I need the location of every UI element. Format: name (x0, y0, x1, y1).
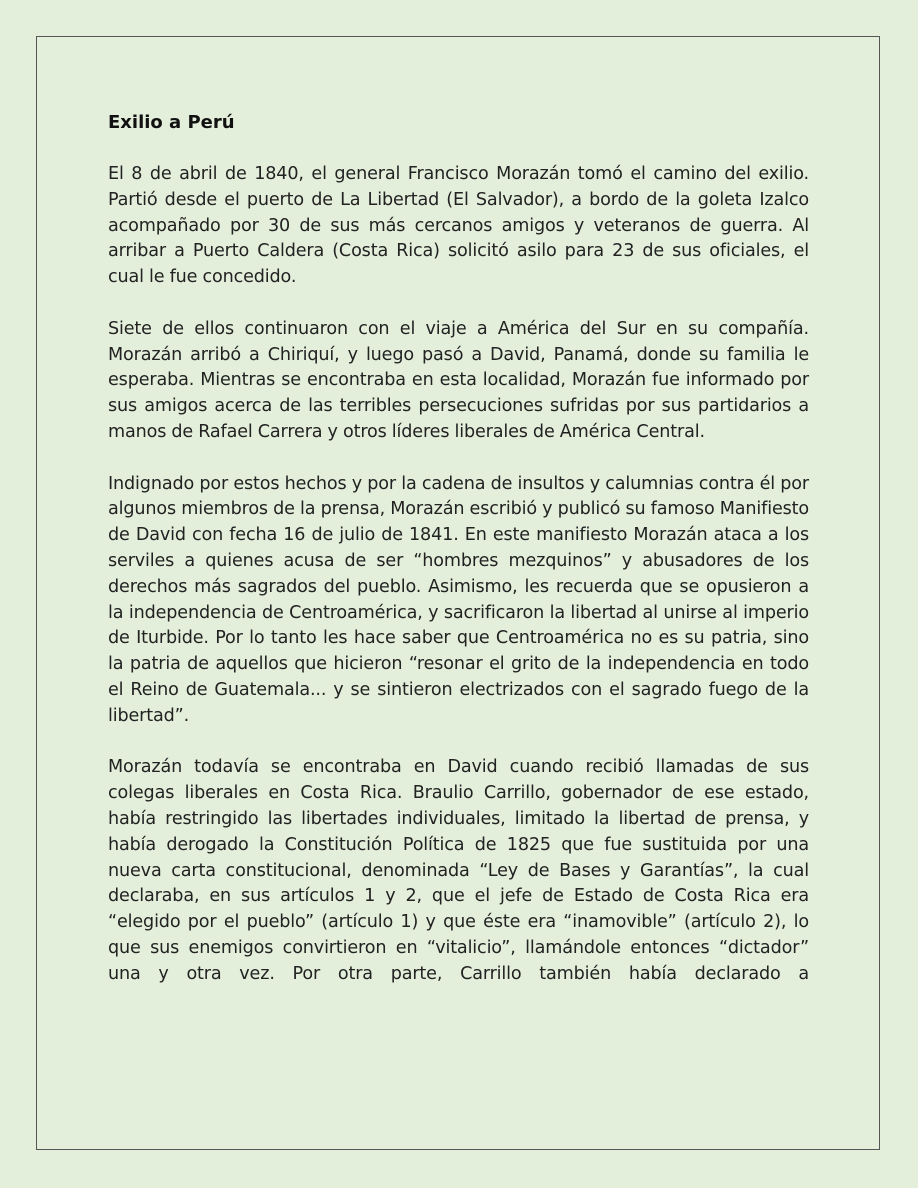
paragraph-3: Indignado por estos hechos y por la cadena de insultos y calumnias contra él por algunos miembros de la prensa, Morazán escribió y publicó su famoso Manifiesto de David con fecha 16 de julio de 1841. En este manifiesto Morazán ataca a los serviles a quienes acusa de ser “hombres mezquinos” y abusadores de los derechos más sagrados del pueblo. Asimismo, les recuerda que se opusieron a la independencia de Centroamérica, y sacrificaron la libertad al unirse al imperio de Iturbide. Por lo tanto les hace saber que Centroamérica no es su patria, sino la patria de aquellos que hicieron “resonar el grito de la independencia en todo el Reino de Guatemala... y se sintieron electrizados con el sagrado fuego de la libertad”. (108, 473, 809, 726)
document-body (108, 110, 809, 988)
section-heading: Exilio a Perú (108, 112, 235, 133)
paragraph-4: Morazán todavía se encontraba en David cuando recibió llamadas de sus colegas liberales en Costa Rica. Braulio Carrillo, gobernador de ese estado, había restringido las libertades individuales, limitado la libertad de prensa, y había derogado la Constitución Política de 1825 que fue sustituida por una nueva carta constitucional, denominada “Ley de Bases y Garantías”, la cual declaraba, en sus artículos 1 y 2, que el jefe de Estado de Costa Rica era “elegido por el pueblo” (artículo 1) y que éste era “inamovible” (artículo 2), lo que sus enemigos convirtieron en “vitalicio”, llamándole entonces “dictador” una y otra vez. Por otra parte, Carrillo también había declarado a (108, 757, 809, 984)
paragraph-1: El 8 de abril de 1840, el general Francisco Morazán tomó el camino del exilio. Partió desde el puerto de La Libertad (El Salvador), a bordo de la goleta Izalco acompañado por 30 de sus más cercanos amigos y veteranos de guerra. Al arribar a Puerto Caldera (Costa Rica) solicitó asilo para 23 de sus oficiales, el cual le fue concedido. (108, 164, 809, 288)
paragraph-2: Siete de ellos continuaron con el viaje a América del Sur en su compañía. Morazán arribó a Chiriquí, y luego pasó a David, Panamá, donde su familia le esperaba. Mientras se encontraba en esta localidad, Morazán fue informado por sus amigos acerca de las terribles persecuciones sufridas por sus partidarios a manos de Rafael Carrera y otros líderes liberales de América Central. (108, 318, 809, 442)
